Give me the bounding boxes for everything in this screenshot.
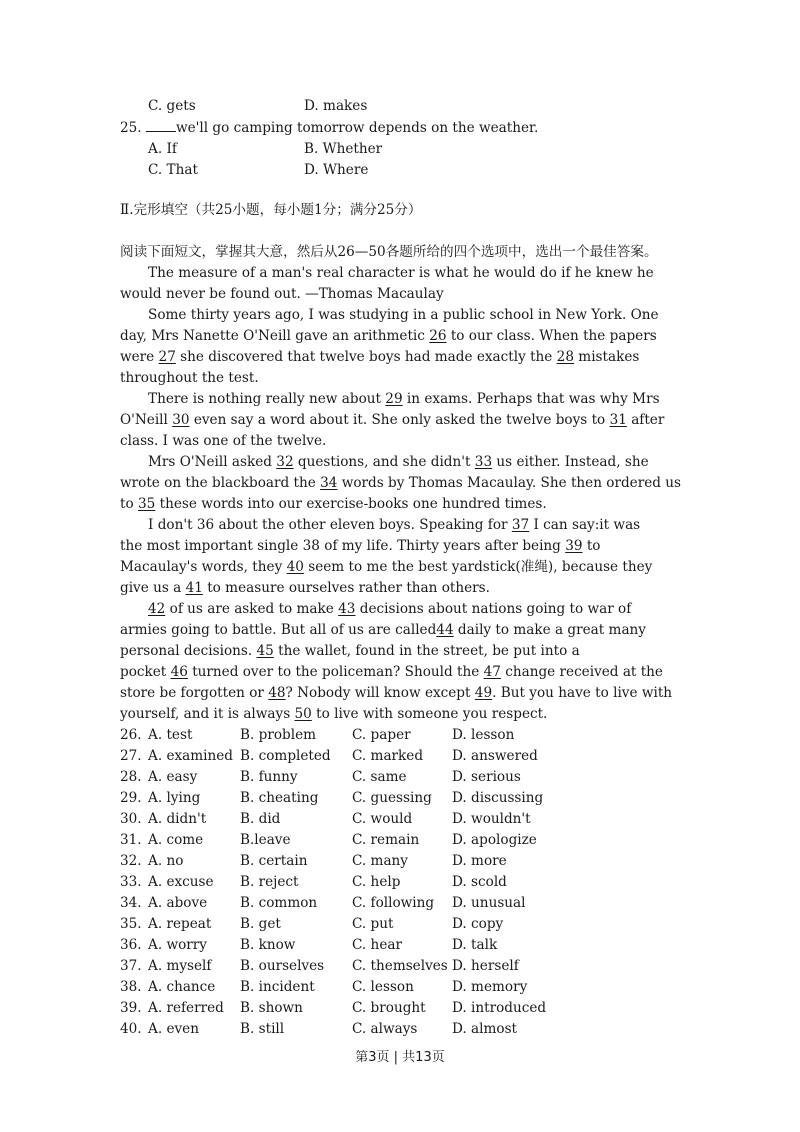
option-b: B. ourselves <box>240 958 325 974</box>
option-a: A. repeat <box>148 916 212 932</box>
text: day, Mrs Nanette O'Neill gave an arithmetic <box>120 328 430 344</box>
option-number: 26. <box>120 727 142 743</box>
q25-option-c: C. That <box>148 162 198 178</box>
option-b: B. shown <box>240 1000 303 1016</box>
text: the wallet, found in the street, be put into a <box>273 643 580 659</box>
option-number: 35. <box>120 916 142 932</box>
option-number: 39. <box>120 1000 142 1016</box>
option-number: 33. <box>120 874 142 890</box>
text: There is nothing really new about <box>148 391 386 407</box>
blank-43: 43 <box>338 601 356 617</box>
blank-32: 32 <box>276 454 294 470</box>
option-number: 36. <box>120 937 142 953</box>
option-number: 27. <box>120 748 142 764</box>
text: Mrs O'Neill asked <box>148 454 277 470</box>
text: words by Thomas Macaulay. She then ordered us <box>337 475 682 491</box>
blank-33: 33 <box>474 454 493 470</box>
passage-line <box>120 473 681 494</box>
blank-44: 44 <box>436 622 454 638</box>
option-d: D. scold <box>452 874 507 890</box>
q25-option-d: D. Where <box>304 162 369 178</box>
text: personal decisions. <box>120 643 257 659</box>
q25-number: 25. <box>120 120 142 136</box>
option-number: 31. <box>120 832 142 848</box>
option-c: C. remain <box>352 832 420 848</box>
option-a: A. even <box>148 1021 199 1037</box>
option-c: C. brought <box>352 1000 426 1016</box>
q25-stem <box>120 118 538 139</box>
q24-option-d: D. makes <box>304 98 368 114</box>
text: questions, and she didn't <box>293 454 475 470</box>
text: to <box>582 538 601 554</box>
option-b: B. cheating <box>240 790 319 806</box>
option-a: A. above <box>148 895 208 911</box>
option-d: D. apologize <box>452 832 537 848</box>
quote-line-2: would never be found out. —Thomas Macaulay <box>120 286 444 302</box>
passage-line <box>120 704 547 725</box>
q25-option-b: B. Whether <box>304 141 383 157</box>
blank-39: 39 <box>565 538 583 554</box>
text: were <box>120 349 159 365</box>
option-c: C. following <box>352 895 435 911</box>
option-a: A. examined <box>148 748 234 764</box>
option-a: A. excuse <box>148 874 214 890</box>
q25-text: we'll go camping tomorrow depends on the weather. <box>175 120 539 136</box>
blank-48: 48 <box>268 685 286 701</box>
q25-option-a: A. If <box>148 141 177 157</box>
option-d: D. discussing <box>452 790 544 806</box>
option-a: A. worry <box>148 937 207 953</box>
option-a: A. chance <box>148 979 216 995</box>
page-footer: 第3页 | 共13页 <box>355 1050 445 1065</box>
passage-line <box>120 347 639 368</box>
option-d: D. wouldn't <box>452 811 531 827</box>
option-d: D. almost <box>452 1021 518 1037</box>
text: . But you have to live with <box>492 685 673 701</box>
option-a: A. no <box>148 853 184 869</box>
option-d: D. herself <box>452 958 519 974</box>
passage-line: Some thirty years ago, I was studying in a public school in New York. One <box>148 307 659 323</box>
text: to measure ourselves rather than others. <box>202 580 490 596</box>
blank-49: 49 <box>474 685 493 701</box>
passage-line <box>120 662 663 683</box>
passage-line: throughout the test. <box>120 370 259 386</box>
option-c: C. help <box>352 874 401 890</box>
option-d: D. more <box>452 853 507 869</box>
passage-line <box>120 683 672 704</box>
option-d: D. copy <box>452 916 504 932</box>
option-b: B. know <box>240 937 296 953</box>
blank-34: 34 <box>320 475 338 491</box>
blank-30: 30 <box>172 412 190 428</box>
option-d: D. answered <box>452 748 538 764</box>
blank-50: 50 <box>294 706 312 722</box>
option-b: B. problem <box>240 727 317 743</box>
option-c: C. put <box>352 916 394 932</box>
option-b: B. still <box>240 1021 285 1037</box>
text: after <box>626 412 665 428</box>
passage-line <box>120 557 652 578</box>
passage-line <box>148 389 660 410</box>
option-c: C. would <box>352 811 413 827</box>
blank-31: 31 <box>609 412 627 428</box>
option-c: C. guessing <box>352 790 432 806</box>
text: armies going to battle. But all of us are called <box>120 622 437 638</box>
q24-option-c: C. gets <box>148 98 196 114</box>
passage-line <box>148 515 640 536</box>
text: Macaulay's words, they <box>120 559 287 575</box>
text: she discovered that twelve boys had made exactly the <box>175 349 557 365</box>
blank-46: 46 <box>170 664 188 680</box>
quote-line-1: The measure of a man's real character is what he would do if he knew he <box>148 265 654 281</box>
option-d: D. unusual <box>452 895 526 911</box>
option-b: B. did <box>240 811 281 827</box>
option-c: C. always <box>352 1021 418 1037</box>
blank-29: 29 <box>385 391 403 407</box>
q25-blank <box>146 119 176 132</box>
blank-40: 40 <box>286 559 304 575</box>
text: change received at the <box>500 664 663 680</box>
text: store be forgotten or <box>120 685 269 701</box>
text: seem to me the best yardstick(准绳), because they <box>303 559 653 575</box>
text: yourself, and it is always <box>120 706 295 722</box>
option-d: D. lesson <box>452 727 515 743</box>
blank-42: 42 <box>148 601 166 617</box>
passage-line <box>120 410 664 431</box>
passage-line <box>120 578 490 599</box>
text: us either. Instead, she <box>492 454 649 470</box>
option-b: B. incident <box>240 979 315 995</box>
option-c: C. same <box>352 769 407 785</box>
option-a: A. referred <box>148 1000 224 1016</box>
text: pocket <box>120 664 171 680</box>
option-b: B. reject <box>240 874 299 890</box>
option-a: A. easy <box>148 769 198 785</box>
passage-line: class. I was one of the twelve. <box>120 433 327 449</box>
text: in exams. Perhaps that was why Mrs <box>402 391 660 407</box>
text: of us are asked to make <box>165 601 339 617</box>
option-a: A. test <box>148 727 193 743</box>
text: wrote on the blackboard the <box>120 475 321 491</box>
passage-line <box>120 326 657 347</box>
option-b: B. completed <box>240 748 331 764</box>
text: mistakes <box>573 349 640 365</box>
text: to live with someone you respect. <box>311 706 548 722</box>
passage-line <box>120 494 547 515</box>
text: these words into our exercise-books one hundred times. <box>155 496 547 512</box>
blank-26: 26 <box>429 328 447 344</box>
option-c: C. marked <box>352 748 424 764</box>
text: daily to make a great many <box>453 622 646 638</box>
option-number: 38. <box>120 979 142 995</box>
text: I can say:it was <box>529 517 641 533</box>
option-a: A. lying <box>148 790 201 806</box>
text: to <box>120 496 138 512</box>
option-b: B. get <box>240 916 281 932</box>
option-a: A. come <box>148 832 204 848</box>
option-d: D. introduced <box>452 1000 547 1016</box>
option-c: C. themselves <box>352 958 448 974</box>
option-c: C. many <box>352 853 408 869</box>
section-instruction: 阅读下面短文，掌握其大意，然后从26—50各题所给的四个选项中，选出一个最佳答案。 <box>120 244 658 260</box>
option-number: 40. <box>120 1021 142 1037</box>
blank-45: 45 <box>256 643 274 659</box>
option-c: C. lesson <box>352 979 414 995</box>
passage-line <box>120 620 646 641</box>
option-b: B.leave <box>240 832 291 848</box>
text: even say a word about it. She only asked the twelve boys to <box>189 412 610 428</box>
option-d: D. talk <box>452 937 498 953</box>
option-number: 34. <box>120 895 142 911</box>
passage-line <box>120 641 580 662</box>
option-b: B. certain <box>240 853 308 869</box>
section-heading: Ⅱ.完形填空（共25小题，每小题1分；满分25分） <box>120 202 422 218</box>
text: I don't 36 about the other eleven boys. Speaking for <box>148 517 512 533</box>
option-b: B. funny <box>240 769 298 785</box>
text: give us a <box>120 580 186 596</box>
option-a: A. myself <box>148 958 212 974</box>
option-number: 32. <box>120 853 142 869</box>
passage-line <box>120 536 600 557</box>
text: turned over to the policeman? Should the <box>187 664 484 680</box>
blank-41: 41 <box>185 580 203 596</box>
option-c: C. paper <box>352 727 411 743</box>
text: the most important single 38 of my life. Thirty years after being <box>120 538 566 554</box>
option-number: 29. <box>120 790 142 806</box>
blank-47: 47 <box>483 664 501 680</box>
text: to our class. When the papers <box>446 328 657 344</box>
passage-line <box>148 599 631 620</box>
option-b: B. common <box>240 895 318 911</box>
blank-27: 27 <box>158 349 176 365</box>
option-number: 30. <box>120 811 142 827</box>
option-c: C. hear <box>352 937 402 953</box>
option-d: D. memory <box>452 979 528 995</box>
blank-37: 37 <box>511 517 530 533</box>
text: ? Nobody will know except <box>285 685 475 701</box>
text: decisions about nations going to war of <box>355 601 632 617</box>
option-number: 28. <box>120 769 142 785</box>
option-a: A. didn't <box>148 811 207 827</box>
blank-35: 35 <box>137 496 156 512</box>
blank-28: 28 <box>556 349 574 365</box>
text: O'Neill <box>120 412 173 428</box>
passage-line <box>148 452 649 473</box>
option-number: 37. <box>120 958 142 974</box>
option-d: D. serious <box>452 769 521 785</box>
